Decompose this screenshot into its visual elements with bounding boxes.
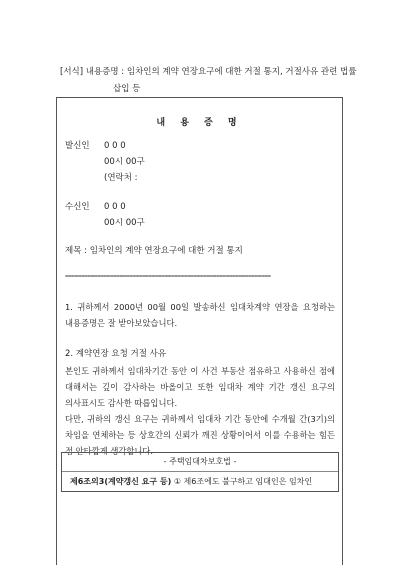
law-article-body: ① 제6조에도 불구하고 임대인은 임차인 [171,477,313,486]
document-title: 내 용 증 명 [156,118,243,128]
sender-contact: (연락처 : [104,173,138,183]
law-excerpt-box [61,452,339,492]
section-1-paragraph: 1. 귀하께서 2000년 00월 00일 발송하신 임대차계약 연장을 요청하는 내용증명은 잘 받아보았습니다. [65,302,335,328]
form-caption [60,64,360,98]
recipient-address: 00시 00구 [104,218,145,228]
certified-letter-document [56,97,343,565]
recipient-name: 0 0 0 [104,202,126,212]
caption-line-1: [서식] 내용증명 : 임차인의 계약 연장요구에 대한 거절 통지, 거절사유 관련 법률 [60,67,357,77]
law-article-title: 제6조의3(계약갱신 요구 등) [70,477,172,486]
separator-line: ================================================================ [65,273,271,280]
subject-line: 제목 : 임차인의 계약 연장요구에 대한 거절 통지 [65,246,243,256]
law-heading: - 주택임대차보호법 - [62,453,338,472]
law-text [70,475,312,489]
caption-line-2: 삽입 등 [113,84,141,94]
section-2-paragraph-2: 다만, 귀하의 갱신 요구는 귀하께서 임대차 기간 동안에 수개월 간(3기)의 차임을 연체하는 등 상호간의 신뢰가 깨진 상황이어서 이를 수용하는 힘든 점 안타깝게 생각합니다. [65,414,335,456]
sender-label: 발신인 [65,141,90,151]
section-2-paragraph-1: 본인도 귀하께서 임대차기간 동안 이 사건 부동산 점유하고 사용하신 점에 대해서는 깊이 감사하는 바올이고 또한 임대차 계약 기간 갱신 요구의 의사표시도 감사한 따릅입니다. [65,366,335,408]
sender-address: 00시 00구 [104,157,145,167]
sender-name: 0 0 0 [104,141,126,151]
recipient-label: 수신인 [65,202,90,212]
section-2-heading: 2. 계약연장 요청 거절 사유 [65,349,167,359]
